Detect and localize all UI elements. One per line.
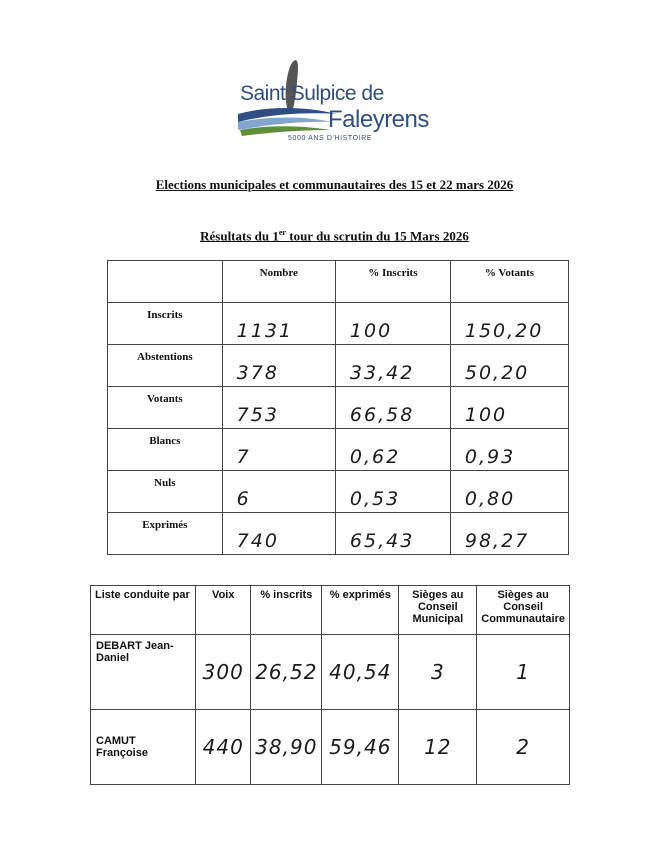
logo-line1: Saint Sulpice de	[240, 82, 384, 105]
column-header: % inscrits	[251, 586, 322, 635]
nombre-cell: 378	[222, 345, 335, 387]
column-header: Sièges au Conseil Municipal	[399, 586, 477, 635]
pct-inscrits-cell: 65,43	[335, 513, 450, 555]
pct-inscrits-cell: 100	[335, 303, 450, 345]
table-header-row	[108, 261, 569, 303]
table-row	[91, 635, 570, 710]
pct-inscrits-cell: 26,52	[251, 635, 322, 710]
results-title-sup: er	[278, 228, 286, 237]
column-header: Liste conduite par	[91, 586, 196, 635]
table-row	[108, 471, 569, 513]
pct-inscrits-cell: 33,42	[335, 345, 450, 387]
sieges-communautaire-cell: 2	[477, 710, 570, 785]
pct-votants-cell: 100	[450, 387, 568, 429]
row-label: Abstentions	[108, 345, 223, 387]
page-title: Elections municipales et communautaires des 15 et 22 mars 2026	[155, 177, 514, 192]
results-title-suffix: tour du scrutin du 15 Mars 2026	[285, 228, 469, 244]
pct-votants-cell: 50,20	[450, 345, 568, 387]
voix-cell: 440	[196, 710, 251, 785]
nombre-cell: 6	[222, 471, 335, 513]
row-label: Votants	[108, 387, 223, 429]
nombre-cell: 740	[222, 513, 335, 555]
column-header: Sièges au Conseil Communautaire	[477, 586, 570, 635]
sieges-municipal-cell: 3	[399, 635, 477, 710]
row-label: Inscrits	[108, 303, 223, 345]
column-header: % Votants	[450, 261, 568, 303]
pct-votants-cell: 150,20	[450, 303, 568, 345]
voix-cell: 300	[196, 635, 251, 710]
column-header: % exprimés	[322, 586, 399, 635]
logo	[236, 56, 436, 146]
pct-inscrits-cell: 38,90	[251, 710, 322, 785]
column-header	[108, 261, 223, 303]
results-title-prefix: Résultats du 1	[200, 228, 279, 244]
pct-votants-cell: 0,93	[450, 429, 568, 471]
table-header-row	[91, 586, 570, 635]
row-label: Nuls	[108, 471, 223, 513]
nombre-cell: 7	[222, 429, 335, 471]
logo-line2: Faleyrens	[328, 106, 429, 133]
row-label: Exprimés	[108, 513, 223, 555]
table-row	[108, 345, 569, 387]
list-leader-name: CAMUT Françoise	[91, 710, 196, 785]
pct-exprimes-cell: 40,54	[322, 635, 399, 710]
table-row	[108, 513, 569, 555]
column-header: % Inscrits	[335, 261, 450, 303]
logo-tagline: 5000 ANS D'HISTOIRE	[288, 135, 373, 142]
lists-table	[90, 585, 570, 785]
table-row	[91, 710, 570, 785]
list-leader-name: DEBART Jean-Daniel	[91, 635, 196, 710]
results-table	[107, 260, 569, 555]
row-label: Blancs	[108, 429, 223, 471]
pct-votants-cell: 98,27	[450, 513, 568, 555]
results-title	[0, 228, 669, 244]
pct-inscrits-cell: 66,58	[335, 387, 450, 429]
pct-exprimes-cell: 59,46	[322, 710, 399, 785]
table-row	[108, 429, 569, 471]
table-row	[108, 303, 569, 345]
nombre-cell: 753	[222, 387, 335, 429]
pct-inscrits-cell: 0,53	[335, 471, 450, 513]
column-header: Nombre	[222, 261, 335, 303]
sieges-communautaire-cell: 1	[477, 635, 570, 710]
sieges-municipal-cell: 12	[399, 710, 477, 785]
pct-inscrits-cell: 0,62	[335, 429, 450, 471]
nombre-cell: 1131	[222, 303, 335, 345]
column-header: Voix	[196, 586, 251, 635]
pct-votants-cell: 0,80	[450, 471, 568, 513]
table-row	[108, 387, 569, 429]
